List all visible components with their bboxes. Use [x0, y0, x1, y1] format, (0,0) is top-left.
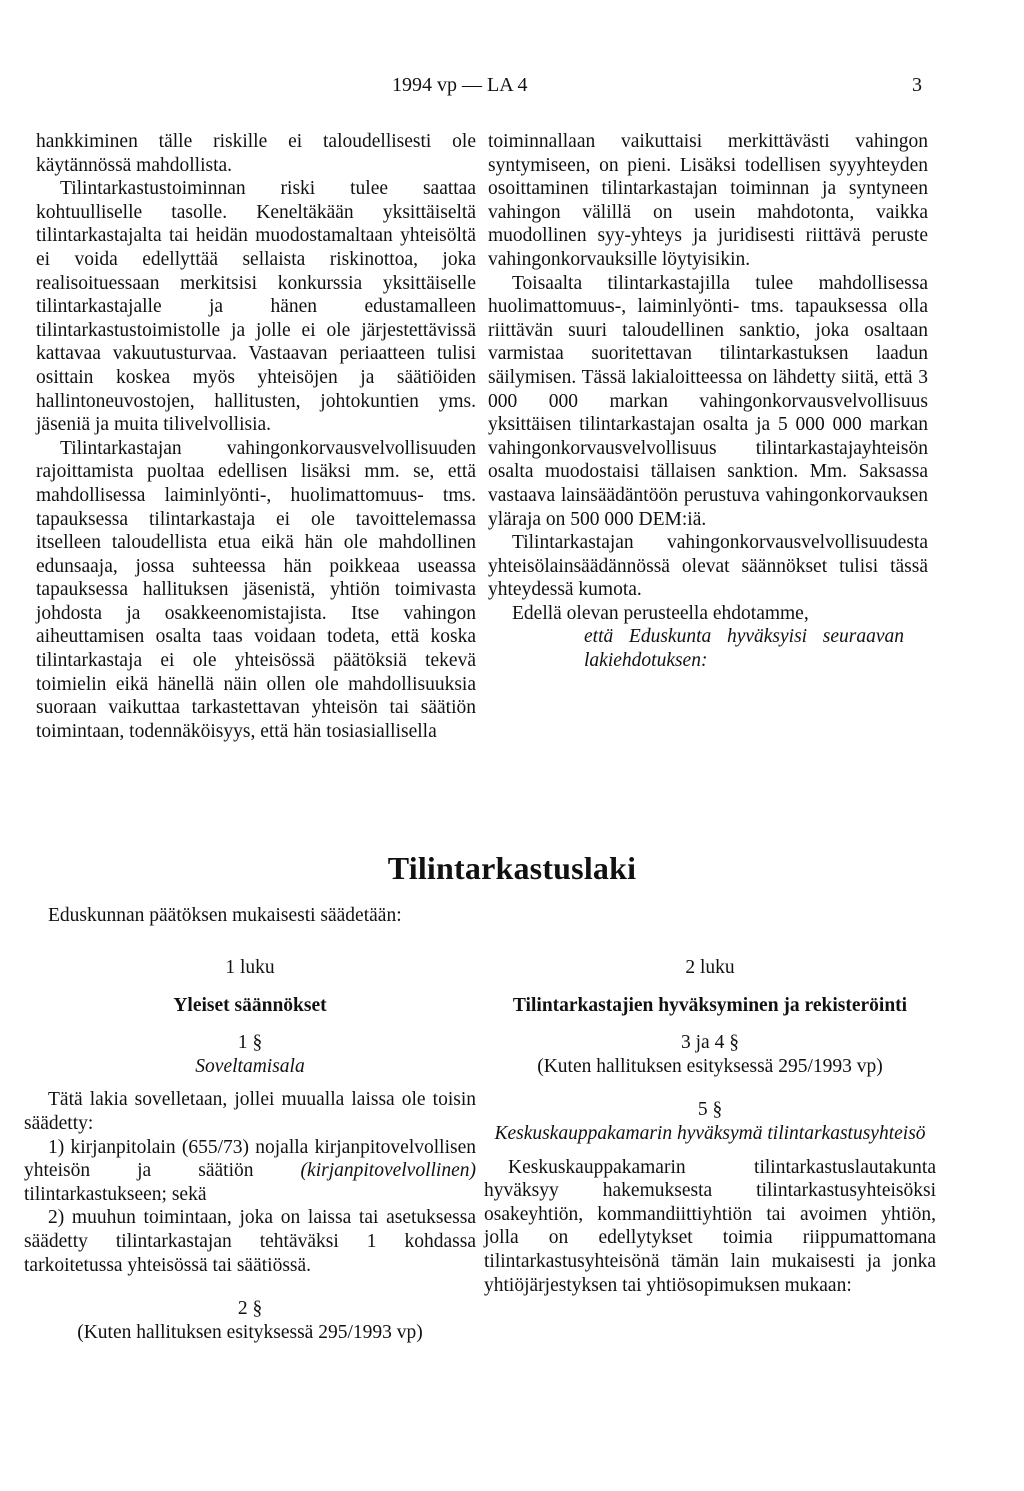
- chapter-number: 1 luku: [225, 957, 275, 978]
- chapter-title: Tilintarkastajien hyväksyminen ja rekisteröinti: [512, 994, 908, 1016]
- bottom-left-column: [24, 956, 476, 1344]
- top-left-column: [36, 130, 476, 743]
- law-title: Tilintarkastuslaki: [387, 850, 637, 886]
- paragraph: Toisaalta tilintarkastajilla tulee mahdollisessa huolimattomuus-, laiminlyönti- tms. tapauksessa olla riittävän suuri taloudellinen sanktio, joka osaltaan varmistaa suoritettavan tilintarkastuksen laadun säilymisen. Tässä lakialoitteessa on lähdetty siitä, että 3 000 000 markan vahingonkorvausvelvollisuus yksittäisen tilintarkastajan osalta ja 5 000 000 markan vahingonkorvausvelvollisuus tilintarkastajayhteisön osalta muodostaisi tällaisen sanktion. Mm. Saksassa vastaava lainsäädäntöön perustuva vahingonkorvauksen yläraja on 500 000 DEM:iä.: [488, 272, 928, 530]
- section-reference: (Kuten hallituksen esityksessä 295/1993 vp): [537, 1055, 883, 1077]
- paragraph: Edellä olevan perusteella ehdotamme,: [512, 602, 809, 624]
- paragraph: toiminnallaan vaikuttaisi merkittävästi vahingon syntymiseen, on pieni. Lisäksi todellisen syyyhteyden osoittaminen tilintarkastajan toiminnan ja syntyneen vahingon välillä on usein mahdotonta, vaikka muodollinen syy-yhteys ja juridisesti riittävä peruste vahingonkorvauksille löytyisikin.: [488, 131, 928, 270]
- section-reference: (Kuten hallituksen esityksessä 295/1993 vp): [77, 1321, 423, 1343]
- section-title: Keskuskauppakamarin hyväksymä tilintarkastusyhteisö: [494, 1122, 926, 1144]
- resolution-text: että Eduskunta hyväksyisi seuraavan lakiehdotuksen:: [584, 626, 904, 672]
- section-number: 1 §: [237, 1032, 263, 1054]
- paragraph: Tilintarkastustoiminnan riski tulee saattaa kohtuulliselle tasolle. Keneltäkään yksittäiseltä tilintarkastajalta tai heidän muodostamaltaan yhteisöltä ei voida edellyttää sellaista riskinottoa, joka realisoituessaan merkitsisi konkurssia yksittäiselle tilintarkastajalle ja hänen edustamalleen tilintarkastustoimistolle ja jolle ei ole järjestettävissä kattavaa vakuutusturvaa. Vastaavan periaatteen tulisi osittain koskea myös yhteisöjen ja säätiöiden hallintoneuvostojen, hallitusten, johtokuntien yms. jäseniä ja muita tilivelvollisia.: [36, 178, 476, 436]
- section-number: 5 §: [697, 1099, 723, 1121]
- paragraph: hankkiminen tälle riskille ei taloudellisesti ole käytännössä mahdollista.: [36, 131, 476, 176]
- page-number: 3: [912, 74, 922, 96]
- section-number: 2 §: [237, 1298, 263, 1320]
- paragraph: Tilintarkastajan vahingonkorvausvelvollisuudesta yhteisölainsäädännössä olevat säännökset tulisi tässä yhteydessä kumota.: [488, 532, 928, 601]
- paragraph: Tilintarkastajan vahingonkorvausvelvollisuuden rajoittamista puoltaa edellisen lisäksi mm. se, että mahdollisessa laiminlyönti-, huolimattomuus- tms. tapauksessa tilintarkastaja ei ole tavoittelemassa itselleen taloudellista etua eikä hän ole mahdollinen edunsaaja, jossa suhteessa hän poikkeaa useassa tapauksessa hallituksen jäsenistä, yhtiön toimivasta johdosta ja osakkeenomistajista. Itse vahingon aiheuttamisen osalta taas voidaan todeta, että koska tilintarkastaja ei ole yhteisössä päätöksiä tekevä toimielin eikä hänellä näin ollen ole mahdollisuuksia suoraan vaikuttaa tarkastettavan yhteisön tai säätiön toimintaan, todennäköisyys, että hän tosiasiallisella: [36, 437, 476, 742]
- chapter-title: Yleiset säännökset: [173, 994, 327, 1016]
- list-item: 2) muuhun toimintaan, joka on laissa tai asetuksessa säädetty tilintarkastajan tehtäväksi 1 kohdassa tarkoitetussa yhteisössä tai säätiössä.: [24, 1207, 476, 1276]
- bottom-right-column: [484, 956, 936, 1297]
- item-text: tilintarkastukseen; sekä: [24, 1183, 207, 1205]
- paragraph: Tätä lakia sovelletaan, jollei muualla laissa ole toisin säädetty:: [24, 1089, 476, 1134]
- section-title: Soveltamisala: [195, 1055, 305, 1077]
- running-header: 1994 vp — LA 4: [392, 74, 528, 96]
- top-right-column: [488, 130, 928, 673]
- paragraph: Keskuskauppakamarin tilintarkastuslautakunta hyväksyy hakemuksesta tilintarkastusyhteisöksi osakeyhtiön, kommandiittiyhtiön tai avoimen yhtiön, jolla on edellytykset toimia riippumattomana tilintarkastusyhteisönä tämän lain mukaisesti ja jonka yhtiöjärjestyksen tai yhtiösopimuksen mukaan:: [484, 1156, 936, 1296]
- section-number: 3 ja 4 §: [681, 1032, 739, 1054]
- list-item: [24, 1136, 476, 1207]
- item-term: (kirjanpitovelvollinen): [300, 1160, 476, 1182]
- page-header: [0, 74, 1024, 100]
- enactment-clause: Eduskunnan päätöksen mukaisesti säädetään:: [48, 905, 402, 926]
- chapter-number: 2 luku: [685, 957, 735, 978]
- item-text: 1) kirjanpitolain (655/73) nojalla kirjanpitovelvollisen yhteisön ja säätiön: [24, 1136, 476, 1182]
